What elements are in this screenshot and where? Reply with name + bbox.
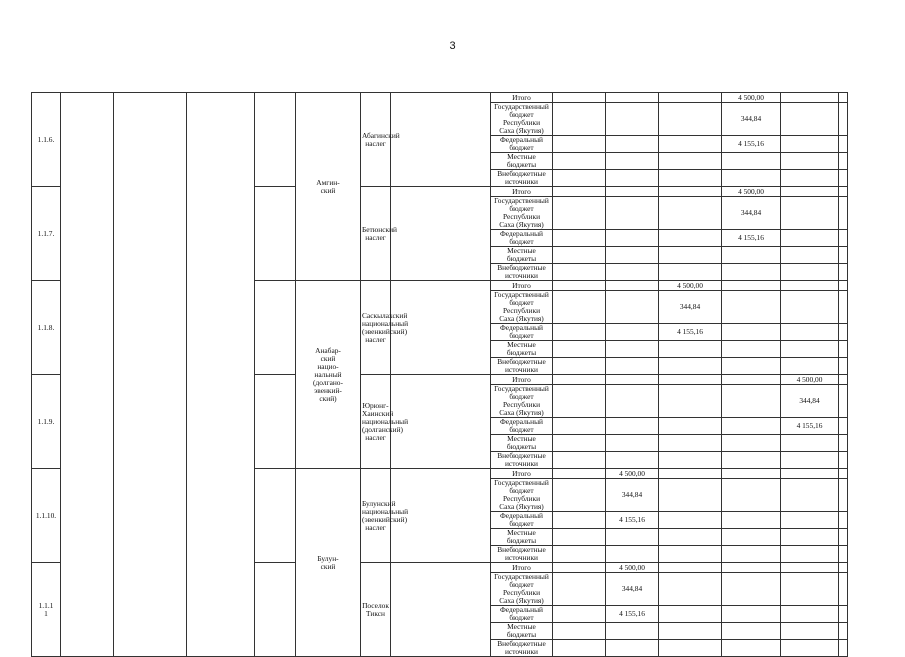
amount-cell — [781, 136, 839, 153]
amount-cell — [722, 435, 781, 452]
amount-cell — [839, 291, 848, 324]
amount-cell: 4 500,00 — [722, 93, 781, 103]
settlement-name: Поселок Тиксн — [361, 563, 391, 657]
amount-cell — [839, 529, 848, 546]
settlement-name: Абагинский наслег — [361, 93, 391, 187]
amount-cell — [553, 341, 606, 358]
budget-table-body — [32, 93, 848, 657]
empty-cell — [255, 187, 296, 281]
amount-cell — [659, 385, 722, 418]
amount-cell — [659, 512, 722, 529]
funding-source: Итого — [491, 469, 553, 479]
amount-cell — [606, 153, 659, 170]
amount-cell — [839, 358, 848, 375]
amount-cell — [839, 573, 848, 606]
funding-source: Местные бюджеты — [491, 435, 553, 452]
empty-cell — [255, 93, 296, 187]
amount-cell — [722, 563, 781, 573]
amount-cell — [781, 573, 839, 606]
amount-cell — [606, 247, 659, 264]
amount-cell — [659, 264, 722, 281]
amount-cell — [606, 136, 659, 153]
amount-cell — [839, 230, 848, 247]
amount-cell — [722, 573, 781, 606]
amount-cell — [781, 469, 839, 479]
amount-cell — [606, 93, 659, 103]
amount-cell — [659, 623, 722, 640]
amount-cell — [781, 479, 839, 512]
amount-cell — [553, 418, 606, 435]
amount-cell: 344,84 — [722, 197, 781, 230]
amount-cell — [839, 512, 848, 529]
amount-cell — [553, 529, 606, 546]
amount-cell — [781, 606, 839, 623]
amount-cell — [722, 281, 781, 291]
funding-source: Внебюджетные источники — [491, 452, 553, 469]
funding-source: Внебюджетные источники — [491, 546, 553, 563]
funding-source: Федеральный бюджет — [491, 230, 553, 247]
amount-cell — [659, 418, 722, 435]
amount-cell — [781, 247, 839, 264]
amount-cell — [781, 358, 839, 375]
amount-cell — [722, 170, 781, 187]
amount-cell — [722, 324, 781, 341]
funding-source: Федеральный бюджет — [491, 512, 553, 529]
amount-cell: 4 155,16 — [606, 606, 659, 623]
settlement-name: Бетюнский наслег — [361, 187, 391, 281]
amount-cell — [839, 341, 848, 358]
amount-cell — [722, 375, 781, 385]
funding-source: Итого — [491, 187, 553, 197]
amount-cell — [553, 469, 606, 479]
empty-cell — [391, 187, 491, 281]
amount-cell — [839, 281, 848, 291]
amount-cell — [553, 573, 606, 606]
amount-cell — [659, 452, 722, 469]
amount-cell — [781, 153, 839, 170]
empty-cell — [114, 93, 187, 657]
amount-cell: 4 500,00 — [781, 375, 839, 385]
amount-cell — [606, 623, 659, 640]
amount-cell — [553, 197, 606, 230]
amount-cell — [606, 358, 659, 375]
item-code: 1.1.9. — [32, 375, 61, 469]
amount-cell — [781, 103, 839, 136]
amount-cell — [659, 187, 722, 197]
amount-cell — [839, 418, 848, 435]
amount-cell — [553, 385, 606, 418]
amount-cell: 4 500,00 — [722, 187, 781, 197]
empty-cell — [187, 93, 255, 657]
amount-cell — [659, 358, 722, 375]
funding-source: Государственный бюджет Республики Саха (Якутия) — [491, 385, 553, 418]
amount-cell — [659, 170, 722, 187]
amount-cell — [659, 247, 722, 264]
amount-cell — [839, 623, 848, 640]
funding-source: Местные бюджеты — [491, 623, 553, 640]
amount-cell — [553, 170, 606, 187]
amount-cell — [606, 375, 659, 385]
amount-cell — [553, 479, 606, 512]
amount-cell — [553, 247, 606, 264]
district-name: Анабар- ский нацио- нальный (долгано- эвенкий- ский) — [296, 281, 361, 469]
amount-cell — [553, 187, 606, 197]
amount-cell: 4 500,00 — [606, 469, 659, 479]
amount-cell: 344,84 — [659, 291, 722, 324]
funding-source: Итого — [491, 281, 553, 291]
funding-source: Федеральный бюджет — [491, 606, 553, 623]
settlement-name: Булунский национальный (эвенкийский) наслег — [361, 469, 391, 563]
table-row — [32, 93, 848, 103]
amount-cell — [553, 153, 606, 170]
amount-cell — [553, 358, 606, 375]
amount-cell — [553, 93, 606, 103]
settlement-name: Саскылахский национальный (эвенкийский) наслег — [361, 281, 391, 375]
funding-source: Внебюджетные источники — [491, 170, 553, 187]
amount-cell — [781, 187, 839, 197]
amount-cell — [553, 435, 606, 452]
amount-cell — [722, 264, 781, 281]
amount-cell — [659, 469, 722, 479]
funding-source: Местные бюджеты — [491, 529, 553, 546]
amount-cell — [839, 93, 848, 103]
amount-cell: 4 500,00 — [659, 281, 722, 291]
amount-cell — [839, 375, 848, 385]
amount-cell: 4 155,16 — [606, 512, 659, 529]
funding-source: Государственный бюджет Республики Саха (Якутия) — [491, 103, 553, 136]
amount-cell — [722, 640, 781, 657]
funding-source: Федеральный бюджет — [491, 324, 553, 341]
amount-cell — [839, 385, 848, 418]
funding-source: Итого — [491, 93, 553, 103]
amount-cell — [722, 512, 781, 529]
funding-source: Внебюджетные источники — [491, 640, 553, 657]
empty-cell — [255, 281, 296, 375]
amount-cell — [839, 469, 848, 479]
amount-cell — [659, 435, 722, 452]
amount-cell — [839, 324, 848, 341]
district-name: Булун- ский — [296, 469, 361, 657]
amount-cell — [553, 291, 606, 324]
amount-cell — [722, 479, 781, 512]
amount-cell — [553, 324, 606, 341]
amount-cell — [722, 606, 781, 623]
amount-cell: 344,84 — [781, 385, 839, 418]
amount-cell — [553, 264, 606, 281]
amount-cell — [722, 529, 781, 546]
amount-cell — [659, 529, 722, 546]
amount-cell — [553, 452, 606, 469]
funding-source: Местные бюджеты — [491, 247, 553, 264]
empty-cell — [391, 563, 491, 657]
empty-cell — [255, 375, 296, 469]
funding-source: Итого — [491, 563, 553, 573]
amount-cell — [606, 341, 659, 358]
amount-cell: 4 155,16 — [722, 136, 781, 153]
funding-source: Итого — [491, 375, 553, 385]
amount-cell — [781, 452, 839, 469]
amount-cell — [659, 563, 722, 573]
amount-cell — [659, 375, 722, 385]
amount-cell — [839, 479, 848, 512]
amount-cell — [606, 640, 659, 657]
amount-cell: 4 500,00 — [606, 563, 659, 573]
amount-cell — [659, 573, 722, 606]
amount-cell: 4 155,16 — [781, 418, 839, 435]
amount-cell — [553, 136, 606, 153]
amount-cell — [722, 153, 781, 170]
amount-cell — [606, 291, 659, 324]
amount-cell — [606, 324, 659, 341]
amount-cell — [606, 230, 659, 247]
amount-cell — [722, 341, 781, 358]
funding-source: Местные бюджеты — [491, 341, 553, 358]
amount-cell — [659, 640, 722, 657]
amount-cell — [553, 230, 606, 247]
amount-cell — [722, 418, 781, 435]
district-name: Амгин- ский — [296, 93, 361, 281]
page-number: 3 — [449, 40, 456, 52]
amount-cell — [722, 546, 781, 563]
amount-cell — [553, 606, 606, 623]
amount-cell — [659, 230, 722, 247]
amount-cell — [659, 341, 722, 358]
amount-cell: 4 155,16 — [659, 324, 722, 341]
amount-cell — [839, 153, 848, 170]
item-code: 1.1.8. — [32, 281, 61, 375]
amount-cell — [659, 103, 722, 136]
amount-cell — [659, 93, 722, 103]
amount-cell — [606, 452, 659, 469]
amount-cell — [781, 281, 839, 291]
budget-table — [31, 92, 848, 657]
amount-cell — [781, 324, 839, 341]
item-code: 1.1.6. — [32, 93, 61, 187]
empty-cell — [391, 93, 491, 187]
amount-cell — [553, 103, 606, 136]
amount-cell — [781, 170, 839, 187]
amount-cell — [659, 153, 722, 170]
amount-cell — [781, 230, 839, 247]
amount-cell — [659, 546, 722, 563]
amount-cell — [553, 546, 606, 563]
amount-cell — [781, 435, 839, 452]
amount-cell — [839, 187, 848, 197]
amount-cell — [781, 197, 839, 230]
amount-cell — [553, 640, 606, 657]
amount-cell: 4 155,16 — [722, 230, 781, 247]
amount-cell — [781, 529, 839, 546]
funding-source: Внебюджетные источники — [491, 264, 553, 281]
amount-cell — [606, 103, 659, 136]
amount-cell — [553, 512, 606, 529]
funding-source: Государственный бюджет Республики Саха (Якутия) — [491, 291, 553, 324]
amount-cell — [606, 418, 659, 435]
amount-cell — [839, 435, 848, 452]
funding-source: Государственный бюджет Республики Саха (Якутия) — [491, 197, 553, 230]
funding-source: Государственный бюджет Республики Саха (Якутия) — [491, 479, 553, 512]
amount-cell — [606, 264, 659, 281]
funding-source: Внебюджетные источники — [491, 358, 553, 375]
empty-cell — [255, 563, 296, 657]
amount-cell — [659, 606, 722, 623]
amount-cell — [781, 563, 839, 573]
amount-cell: 344,84 — [606, 479, 659, 512]
empty-cell — [61, 93, 114, 657]
amount-cell — [606, 187, 659, 197]
amount-cell — [781, 546, 839, 563]
amount-cell — [659, 136, 722, 153]
amount-cell — [606, 197, 659, 230]
amount-cell — [839, 452, 848, 469]
amount-cell — [553, 281, 606, 291]
amount-cell — [606, 529, 659, 546]
item-code: 1.1.10. — [32, 469, 61, 563]
amount-cell — [839, 640, 848, 657]
amount-cell — [839, 136, 848, 153]
settlement-name: Юрюнг- Хаинский национальный (долганский) наслег — [361, 375, 391, 469]
amount-cell — [606, 546, 659, 563]
amount-cell — [839, 546, 848, 563]
funding-source: Федеральный бюджет — [491, 418, 553, 435]
amount-cell — [781, 640, 839, 657]
amount-cell — [553, 563, 606, 573]
amount-cell — [722, 385, 781, 418]
amount-cell — [606, 385, 659, 418]
amount-cell — [839, 103, 848, 136]
amount-cell — [781, 291, 839, 324]
amount-cell — [839, 247, 848, 264]
amount-cell — [781, 264, 839, 281]
amount-cell — [781, 341, 839, 358]
amount-cell — [781, 93, 839, 103]
amount-cell — [659, 479, 722, 512]
amount-cell: 344,84 — [722, 103, 781, 136]
amount-cell — [722, 291, 781, 324]
funding-source: Федеральный бюджет — [491, 136, 553, 153]
amount-cell — [839, 170, 848, 187]
amount-cell — [839, 264, 848, 281]
item-code: 1.1.1 1 — [32, 563, 61, 657]
amount-cell — [606, 281, 659, 291]
amount-cell — [722, 469, 781, 479]
amount-cell — [781, 623, 839, 640]
funding-source: Местные бюджеты — [491, 153, 553, 170]
amount-cell — [839, 197, 848, 230]
empty-cell — [255, 469, 296, 563]
amount-cell — [781, 512, 839, 529]
item-code: 1.1.7. — [32, 187, 61, 281]
amount-cell — [606, 435, 659, 452]
amount-cell — [553, 375, 606, 385]
amount-cell: 344,84 — [606, 573, 659, 606]
amount-cell — [722, 358, 781, 375]
funding-source: Государственный бюджет Республики Саха (Якутия) — [491, 573, 553, 606]
amount-cell — [722, 452, 781, 469]
amount-cell — [839, 563, 848, 573]
amount-cell — [722, 247, 781, 264]
amount-cell — [553, 623, 606, 640]
amount-cell — [722, 623, 781, 640]
amount-cell — [839, 606, 848, 623]
amount-cell — [659, 197, 722, 230]
amount-cell — [606, 170, 659, 187]
